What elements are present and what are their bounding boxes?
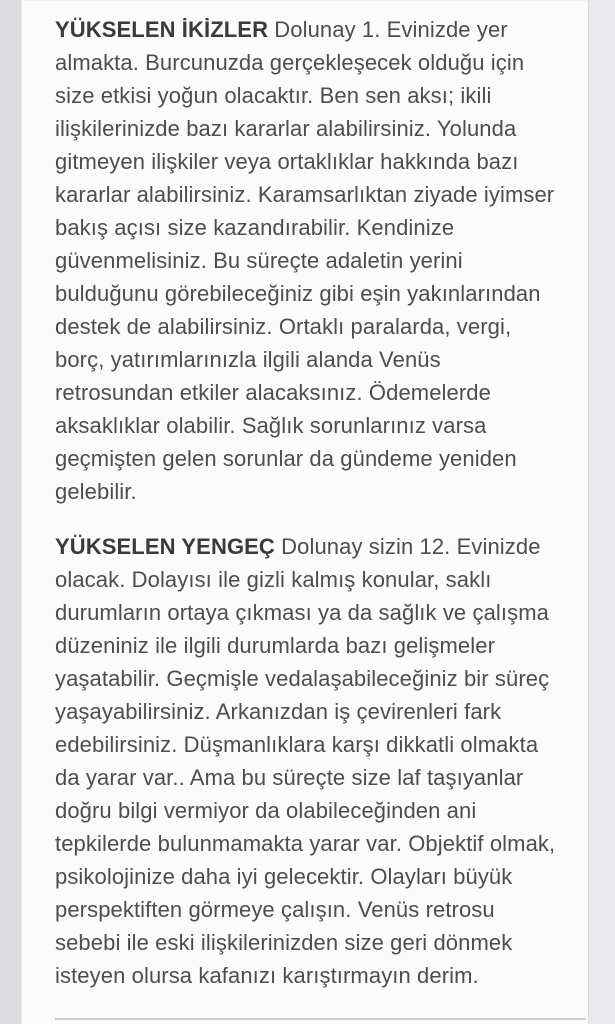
article-card <box>22 0 588 1024</box>
horoscope-paragraph-rising-cancer <box>55 530 564 992</box>
paragraph-body-rising-gemini: Dolunay 1. Evinizde yer almakta. Burcunuzda gerçekleşecek olduğu için size etkisi yoğun olacaktır. Ben sen aksı; ikili ilişkilerinizde bazı kararlar alabilirsiniz. Yolunda gitmeyen ilişkiler veya ortaklıklar hakkında bazı kararlar alabilirsiniz. Karamsarlıktan ziyade iyimser bakış açısı size kazandırabilir. Kendinize güvenmelisiniz. Bu süreçte adaletin yerini bulduğunu görebileceğiniz gibi eşin yakınlarından destek de alabilirsiniz. Ortaklı paralarda, vergi, borç, yatırımlarınızla ilgili alanda Venüs retrosundan etkiler alacaksınız. Ödemelerde aksaklıklar olabilir. Sağlık sorunlarınız varsa geçmişten gelen sorunlar da gündeme yeniden gelebilir. <box>55 17 555 504</box>
horoscope-article <box>55 13 564 992</box>
horoscope-paragraph-rising-gemini <box>55 13 564 508</box>
paragraph-heading-rising-gemini: YÜKSELEN İKİZLER <box>55 17 269 42</box>
paragraph-body-rising-cancer: Dolunay sizin 12. Evinizde olacak. Dolayısı ile gizli kalmış konular, saklı durumların ortaya çıkması ya da sağlık ve çalışma düzeniniz ile ilgili durumlarda bazı gelişmeler yaşatabilir. Geçmişle vedalaşabileceğiniz bir süreç yaşayabilirsiniz. Arkanızdan iş çevirenleri fark edebilirsiniz. Düşmanlıklara karşı dikkatli olmakta da yarar var.. Ama bu süreçte size laf taşıyanlar doğru bilgi vermiyor da olabileceğinden ani tepkilerde bulunmamakta yarar var. Objektif olmak, psikolojinize daha iyi gelecektir. Olayları büyük perspektiften görmeye çalışın. Venüs retrosu sebebi ile eski ilişkilerinizden size geri dönmek isteyen olursa kafanızı karıştırmayın derim. <box>55 534 556 988</box>
paragraph-heading-rising-cancer: YÜKSELEN YENGEÇ <box>55 534 275 559</box>
right-gutter <box>588 0 615 1024</box>
bottom-divider <box>55 1018 586 1020</box>
left-gutter <box>0 0 22 1024</box>
